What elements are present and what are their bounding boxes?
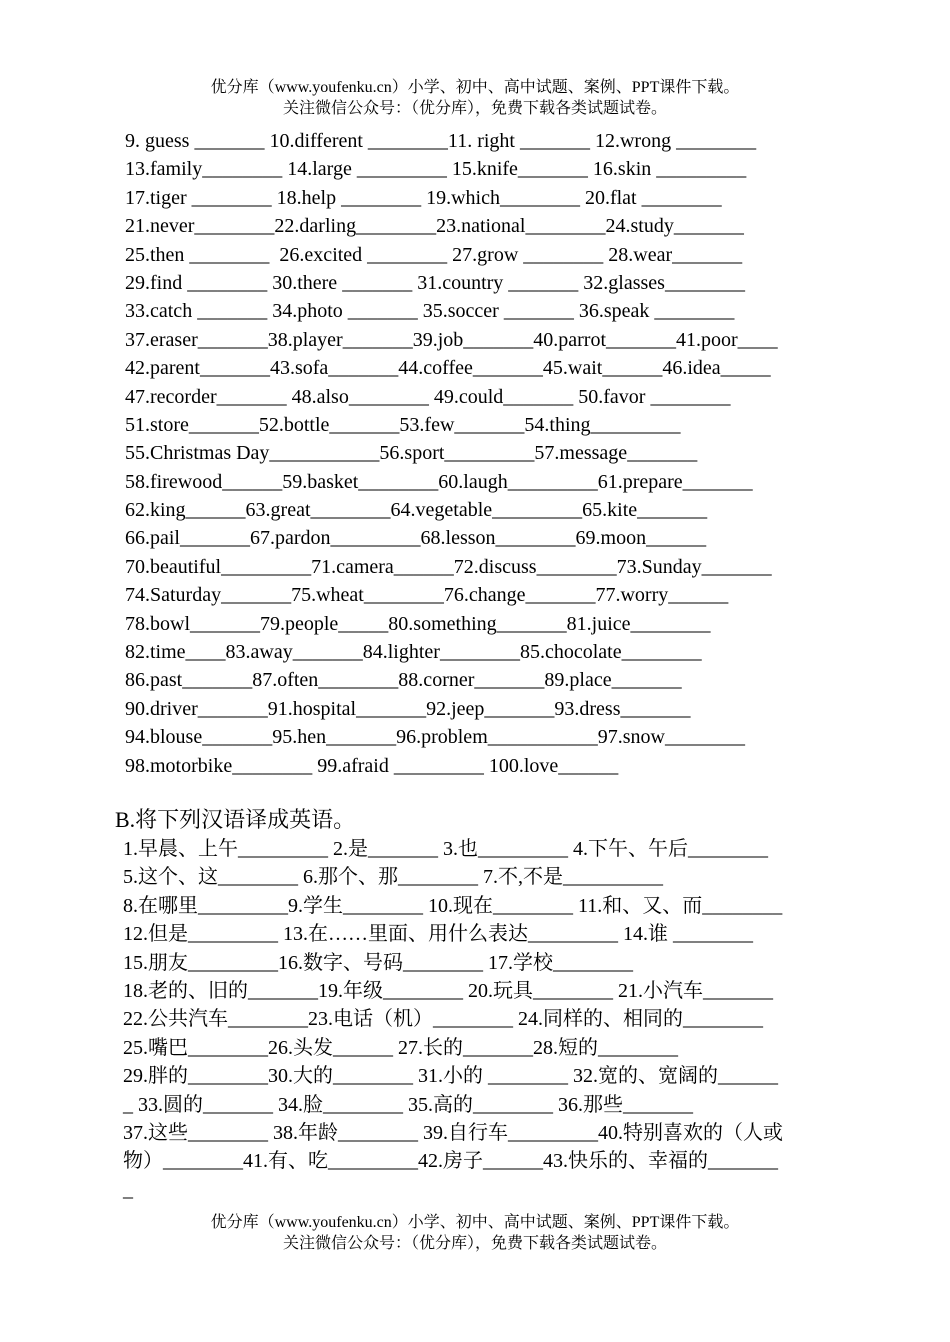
part-b-line: 18.老的、旧的_______19.年级________ 20.玩具________ 21.小汽车_______ (123, 979, 773, 1002)
part-a-line: 82.time____83.away_______84.lighter________85.chocolate________ (125, 641, 702, 664)
part-a-line: 25.then ________ 26.excited ________ 27.grow ________ 28.wear_______ (125, 243, 743, 266)
part-a-line: 62.king______63.great________64.vegetable_________65.kite_______ (125, 499, 708, 522)
part-b-line: 物）________41.有、吃_________42.房子______43.快乐的、幸福的_______ (123, 1150, 778, 1173)
part-b-line: 1.早晨、上午_________ 2.是_______ 3.也_________ 4.下午、午后________ (123, 838, 768, 860)
part-b-line: 15.朋友_________16.数字、号码________ 17.学校________ (123, 951, 633, 974)
part-a-line: 90.driver_______91.hospital_______92.jeep_______93.dress_______ (125, 697, 691, 720)
page-header (0, 77, 950, 119)
part-a-line: 29.find ________ 30.there _______ 31.country _______ 32.glasses________ (125, 271, 745, 294)
part-b-word-list (123, 835, 851, 1204)
part-a-line: 74.Saturday_______75.wheat________76.change_______77.worry______ (125, 584, 729, 607)
header-line-1: 优分库（www.youfenku.cn）小学、初中、高中试题、案例、PPT课件下载。 (210, 79, 740, 96)
part-a-line: 94.blouse_______95.hen_______96.problem___________97.snow________ (125, 726, 745, 749)
part-b-line: 8.在哪里_________9.学生________ 10.现在________ 11.和、又、而________ (123, 894, 783, 917)
part-a-line: 33.catch _______ 34.photo _______ 35.soccer _______ 36.speak ________ (125, 300, 735, 323)
part-a-line: 78.bowl_______79.people_____80.something_______81.juice________ (125, 612, 711, 635)
part-a-word-list (125, 127, 850, 780)
part-b-line: 29.胖的________30.大的________ 31.小的 ________ 32.宽的、宽阔的______ (123, 1065, 778, 1088)
part-a-line: 37.eraser_______38.player_______39.job_______40.parrot_______41.poor____ (125, 328, 778, 351)
part-a-line: 42.parent_______43.sofa_______44.coffee_______45.wait______46.idea_____ (125, 357, 771, 380)
part-a-line: 55.Christmas Day___________56.sport_________57.message_______ (125, 442, 698, 465)
part-b-line: _ (123, 1178, 133, 1201)
part-a-line: 9. guess _______ 10.different ________11. right _______ 12.wrong ________ (125, 130, 757, 152)
part-b-title: B.将下列汉语译成英语。 (115, 807, 356, 832)
part-a-line: 47.recorder_______ 48.also________ 49.could_______ 50.favor ________ (125, 385, 731, 408)
part-b-line: 22.公共汽车________23.电话（机）________ 24.同样的、相同的________ (123, 1008, 763, 1031)
part-a-line: 13.family________ 14.large _________ 15.knife_______ 16.skin _________ (125, 158, 747, 181)
footer-line-1: 优分库（www.youfenku.cn）小学、初中、高中试题、案例、PPT课件下载。 (210, 1214, 740, 1231)
part-b-line: 37.这些________ 38.年龄________ 39.自行车_________40.特别喜欢的（人或 (123, 1121, 783, 1144)
part-a-line: 98.motorbike________ 99.afraid _________ 100.love______ (125, 754, 619, 777)
part-b-line: 25.嘴巴________26.头发______ 27.长的_______28.短的________ (123, 1036, 678, 1059)
part-b-line: 5.这个、这________ 6.那个、那________ 7.不,不是__________ (123, 866, 663, 889)
part-b-line: _ 33.圆的_______ 34.脸________ 35.高的________ 36.那些_______ (123, 1093, 693, 1116)
part-a-line: 51.store_______52.bottle_______53.few_______54.thing_________ (125, 413, 681, 436)
part-a-line: 21.never________22.darling________23.national________24.study_______ (125, 215, 744, 238)
part-a-line: 70.beautiful_________71.camera______72.discuss________73.Sunday_______ (125, 555, 772, 578)
part-b-line: 12.但是_________ 13.在……里面、用什么表达_________ 14.谁 ________ (123, 923, 753, 946)
page-footer (0, 1212, 950, 1254)
part-a-line: 86.past_______87.often________88.corner_______89.place_______ (125, 669, 682, 692)
footer-line-2: 关注微信公众号：（优分库），免费下载各类试题试卷。 (282, 1235, 667, 1252)
part-a-line: 58.firewood______59.basket________60.laugh_________61.prepare_______ (125, 470, 753, 493)
part-a-line: 66.pail_______67.pardon_________68.lesson________69.moon______ (125, 527, 707, 550)
part-a-line: 17.tiger ________ 18.help ________ 19.which________ 20.flat ________ (125, 186, 722, 209)
header-line-2: 关注微信公众号：（优分库），免费下载各类试题试卷。 (282, 100, 667, 117)
